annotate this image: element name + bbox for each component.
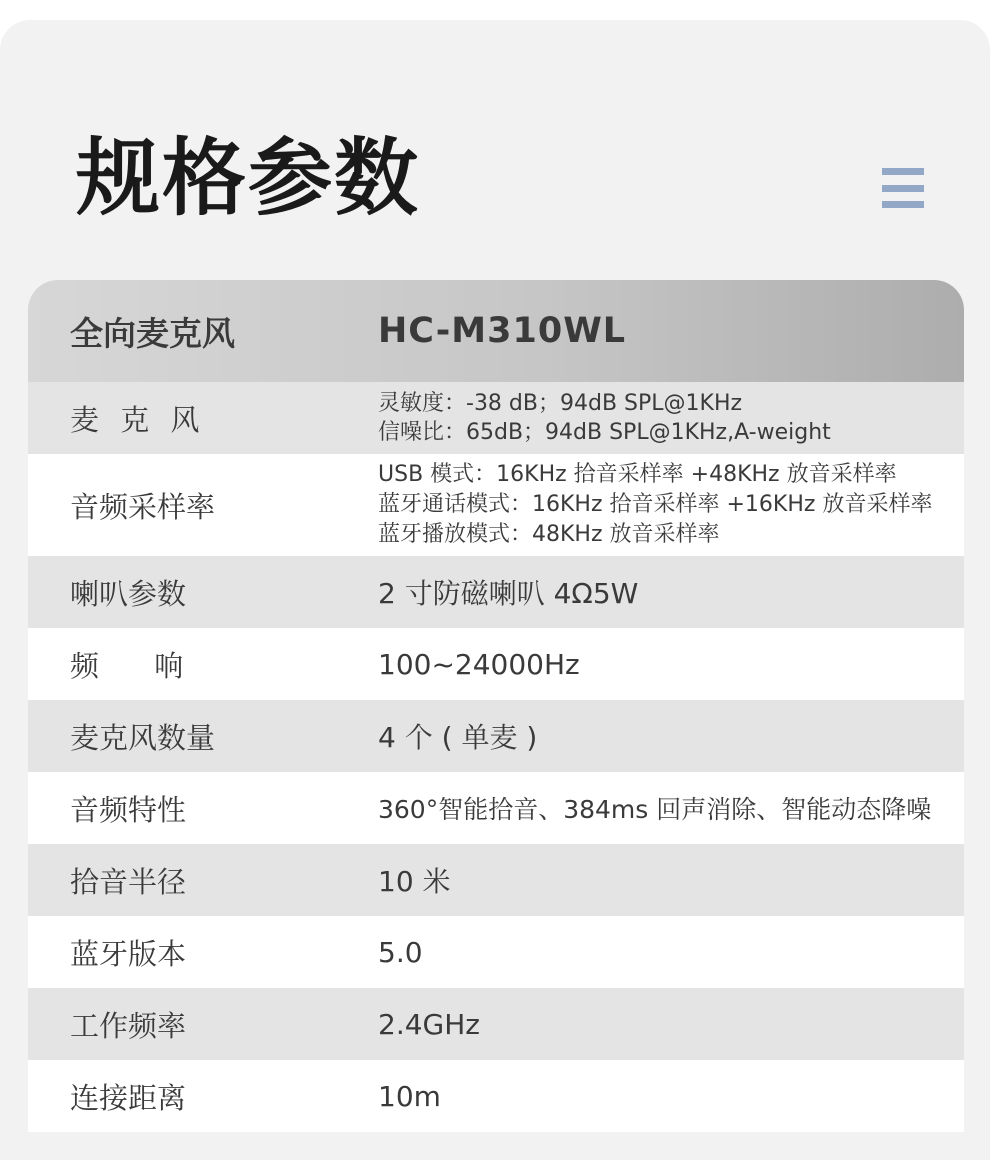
spec-value-line: 蓝牙通话模式：16KHz 拾音采样率 +16KHz 放音采样率 xyxy=(378,492,933,517)
spec-value-multiline xyxy=(378,389,831,447)
spec-label: 频 响 xyxy=(70,648,184,683)
spec-value-line: USB 模式：16KHz 拾音采样率 +48KHz 放音采样率 xyxy=(378,462,897,487)
spec-value: 10m xyxy=(378,1079,441,1113)
spec-table-header xyxy=(28,280,964,382)
spec-value: 4 个 ( 单麦 ) xyxy=(378,721,538,754)
spec-row-speaker xyxy=(28,556,964,628)
spec-row-microphone xyxy=(28,382,964,454)
spec-label: 连接距离 xyxy=(70,1080,187,1115)
spec-value-line: 蓝牙播放模式：48KHz 放音采样率 xyxy=(378,522,720,547)
spec-row-working-frequency xyxy=(28,988,964,1060)
spec-label: 蓝牙版本 xyxy=(70,936,187,971)
spec-value: 10 米 xyxy=(378,865,451,898)
header-model-number: HC-M310WL xyxy=(378,311,627,351)
spec-value: 2 寸防磁喇叭 4Ω5W xyxy=(378,577,639,610)
menu-bar-middle xyxy=(882,185,924,192)
spec-label: 音频特性 xyxy=(70,792,187,827)
spec-value-multiline xyxy=(378,460,932,550)
spec-row-frequency-response xyxy=(28,628,964,700)
spec-label: 音频采样率 xyxy=(70,489,216,524)
spec-value-line: 信噪比：65dB；94dB SPL@1KHz,A-weight xyxy=(378,420,831,445)
spec-row-connection-range xyxy=(28,1060,964,1132)
spec-label: 拾音半径 xyxy=(70,864,187,899)
hamburger-menu-icon[interactable] xyxy=(882,168,924,208)
page-title: 规格参数 xyxy=(76,129,421,227)
spec-value: 360°智能拾音、384ms 回声消除、智能动态降噪 xyxy=(378,795,932,824)
spec-label: 工作频率 xyxy=(70,1008,187,1043)
spec-value-line: 灵敏度：-38 dB；94dB SPL@1KHz xyxy=(378,391,743,416)
menu-bar-top xyxy=(882,168,924,175)
spec-row-bluetooth-version xyxy=(28,916,964,988)
spec-value: 5.0 xyxy=(378,935,423,969)
spec-row-sample-rate xyxy=(28,454,964,556)
spec-label: 麦克风数量 xyxy=(70,720,216,755)
spec-row-mic-count xyxy=(28,700,964,772)
spec-value: 2.4GHz xyxy=(378,1007,480,1041)
spec-row-pickup-radius xyxy=(28,844,964,916)
menu-bar-bottom xyxy=(882,201,924,208)
spec-label: 喇叭参数 xyxy=(70,576,187,611)
spec-label: 麦 克 风 xyxy=(70,402,206,437)
spec-value: 100~24000Hz xyxy=(378,647,580,681)
spec-table xyxy=(28,280,964,1132)
header-product-type: 全向麦克风 xyxy=(70,313,235,353)
spec-row-audio-features xyxy=(28,772,964,844)
